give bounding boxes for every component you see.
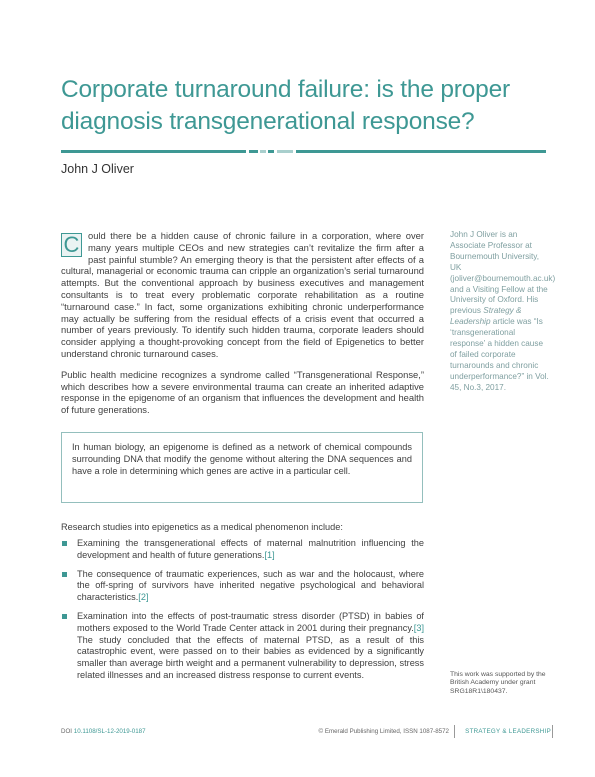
paragraph-1-text: ould there be a hidden cause of chronic failure in a corporation, where over many years multiple CEOs and new strategies can’t revitalize the firm after a past painful stumble? An emerging theory is that the persistent after effects of a cultural, managerial or economic trauma can cripple an organization’s serial turnaround attempts. But the conventional approach by business executives and management consultants is to treat every problematic corporate rehabilitation as a routine “turnaround case.” In fact, some organizations exhibiting chronic underperformance may actually be suffering from the residual effects of a crisis event that occurred a number of years previously. To identify such hidden trauma, corporate leaders should consider applying a thought-provoking concept from the field of Epigenetics to better understand chronic turnaround cases.: [61, 230, 424, 359]
footer-divider: [454, 725, 455, 738]
footer-end-bar: [552, 725, 553, 738]
doi-link[interactable]: 10.1108/SL-12-2019-0187: [73, 728, 146, 735]
list-item: [61, 569, 424, 604]
square-bullet-icon: [62, 541, 67, 546]
publisher-info: © Emerald Publishing Limited, ISSN 1087-8572: [318, 728, 449, 735]
studies-intro: Research studies into epigenetics as a medical phenomenon include:: [61, 522, 343, 532]
intro-section: [61, 230, 424, 416]
page-footer: [61, 728, 551, 740]
bio-journal-name: Strategy & Leadership: [450, 306, 522, 327]
definition-callout-box: In human biology, an epigenome is defined as a network of chemical compounds surrounding DNA that modify the genome without altering the DNA sequences and have a role in determining which genes are active in a particular cell.: [61, 432, 423, 503]
list-item-text: The consequence of traumatic experiences, such as war and the holocaust, where the off-spring of survivors have inherited negative psychological and behavioral characteristics.: [77, 568, 424, 603]
drop-cap: C: [61, 233, 82, 257]
doi-label: DOI: [61, 728, 73, 735]
studies-list: [61, 538, 424, 689]
author-name: John J Oliver: [61, 162, 134, 176]
bio-text-a: John J Oliver is an Associate Professor at Bournemouth University, UK (joliver@bournemouth.ac.uk) and a Visiting Fellow at the University of Oxford. His previous: [450, 230, 556, 316]
article-title: Corporate turnaround failure: is the proper diagnosis transgenerational response?: [61, 76, 510, 135]
list-item: [61, 611, 424, 682]
list-item-text: Examining the transgenerational effects of maternal malnutrition influencing the development and health of future generations.: [77, 538, 424, 560]
list-item-text-continued: The study concluded that the effects of maternal PTSD, as a result of this catastrophic event, were passed on to their babies as evidenced by a significantly smaller than average birth weight and a permanent vulnerability to depression, stress related illnesses and an increased distress response to current events.: [77, 634, 424, 680]
intro-paragraph-2: Public health medicine recognizes a syndrome called “Transgenerational Response,” which describes how a severe environmental trauma can create an inherited adaptive response in the epigenome of an organism that influences the development and health of future generations.: [61, 368, 424, 416]
list-item: [61, 538, 424, 562]
intro-paragraph-1: [61, 230, 424, 360]
funding-note: This work was supported by the British Academy under grant SRG18R1\180437.: [450, 671, 546, 695]
journal-name: STRATEGY & LEADERSHIP: [465, 728, 551, 735]
doi: [61, 728, 146, 735]
reference-link[interactable]: [1]: [264, 549, 275, 560]
square-bullet-icon: [62, 572, 67, 577]
reference-link[interactable]: [2]: [138, 592, 149, 603]
square-bullet-icon: [62, 614, 67, 619]
list-item-text: Examination into the effects of post-traumatic stress disorder (PTSD) in babies of mothers exposed to the World Trade Center attack in 2001 during their pregnancy.: [77, 610, 424, 633]
reference-link[interactable]: [3]: [413, 622, 424, 633]
author-bio: [450, 230, 556, 394]
bio-text-b: article was “Is ‘transgenerational response’ a hidden cause of failed corporate turnarounds and chronic underperformance?” in Vol. 45, No.3, 2017.: [450, 317, 549, 392]
